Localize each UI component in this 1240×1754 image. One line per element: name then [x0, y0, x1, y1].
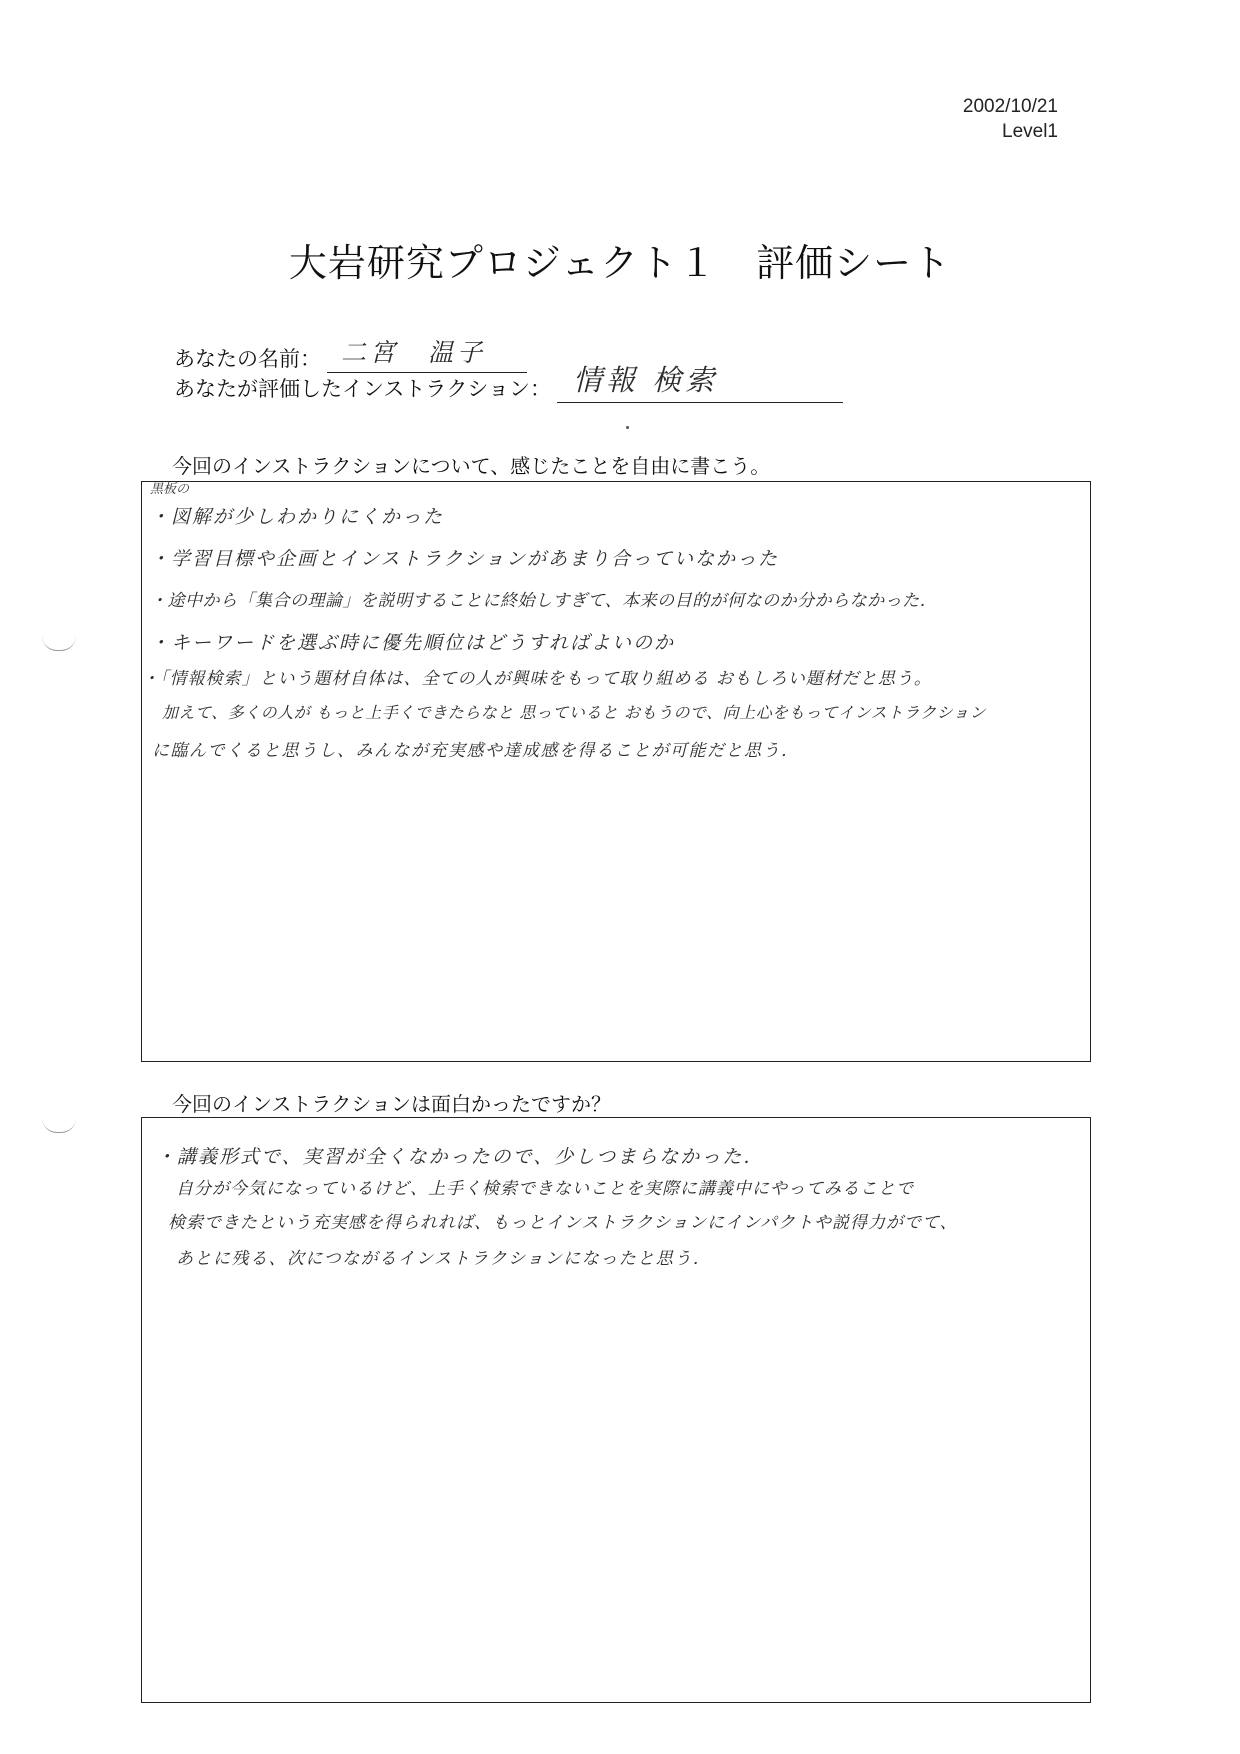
name-label: あなたの名前： [174, 347, 321, 371]
section2-answer-box [141, 1117, 1091, 1703]
section2-line-4: あとに残る、次につながるインストラクションになったと思う． [176, 1249, 712, 1269]
section1-line-2: ・学習目標や企画とインストラクションがあまり合っていなかった [150, 548, 780, 570]
page-title: 大岩研究プロジェクト１ 評価シート [288, 241, 952, 285]
instruction-field-row [174, 363, 843, 403]
section1-answer-box [141, 481, 1091, 1062]
section1-line-3: ・途中から「集合の理論」を説明することに終始しすぎて、本来の目的が何なのか分からなかった． [150, 591, 938, 611]
binder-hole-mark [42, 636, 76, 651]
section2-line-2: 自分が今気になっているけど、上手く検索できないことを実際に講義中にやってみることで [176, 1179, 914, 1199]
section2-heading: 今回のインストラクションは面白かったですか？ [172, 1092, 611, 1116]
section1-line-6: 加えて、多くの人が もっと上手くできたらなと 思っていると おもうので、向上心をもってインストラクション [162, 703, 986, 722]
instruction-field [557, 363, 843, 403]
section1-line-7: に臨んでくると思うし、みんなが充実感や達成感を得ることが可能だと思う． [152, 741, 800, 761]
section1-heading: 今回のインストラクションについて、感じたことを自由に書こう。 [172, 454, 771, 478]
section2-line-3: 検索できたという充実感を得られれば、もっとインストラクションにインパクトや説得力がでて、 [168, 1213, 958, 1233]
sheet-date: 2002/10/21 [962, 96, 1058, 117]
stray-mark [626, 426, 629, 429]
section1-annotation: 黒板の [150, 482, 190, 497]
section1-line-5: ・「情報検索」という題材自体は、全ての人が興味をもって取り組める おもしろい題材だと思う。 [142, 669, 932, 689]
section1-line-1: ・図解が少しわかりにくかった [150, 506, 445, 528]
section1-line-4: ・キーワードを選ぶ時に優先順位はどうすればよいのか [150, 632, 676, 654]
instruction-label: あなたが評価したインストラクション： [174, 377, 551, 401]
sheet-level: Level1 [1002, 121, 1058, 142]
header-meta [963, 94, 1058, 144]
section2-line-1: ・講義形式で、実習が全くなかったので、少しつまらなかった． [156, 1146, 765, 1168]
binder-hole-mark-lower [42, 1118, 76, 1133]
instruction-value: 情報 検索 [572, 363, 719, 397]
name-value: 二宮 温子 [341, 338, 487, 367]
